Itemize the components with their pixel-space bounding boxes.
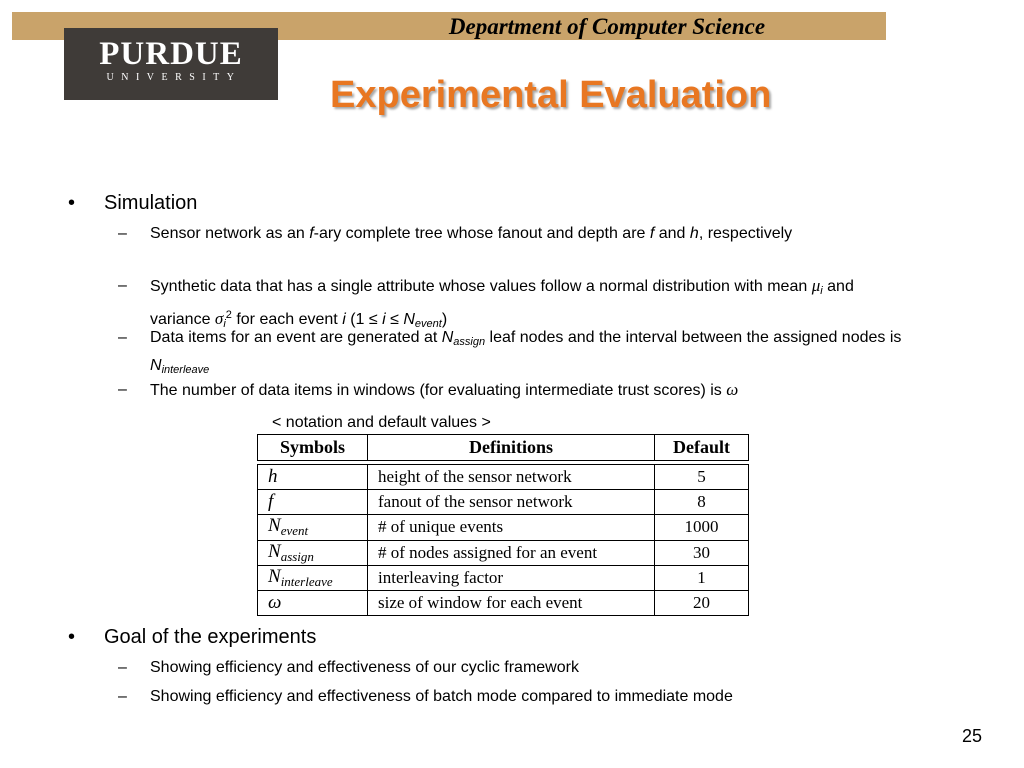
table-row	[258, 515, 749, 540]
dash-mark: –	[118, 329, 127, 346]
bullet-label: Goal of the experiments	[104, 626, 317, 648]
header-default: Default	[655, 435, 749, 461]
default-cell: 8	[655, 490, 749, 515]
table-row	[258, 490, 749, 515]
logo-main-text: PURDUE	[99, 36, 243, 72]
sub-item-text: Showing efficiency and effectiveness of our cyclic framework	[150, 659, 579, 676]
definition-cell: # of unique events	[368, 515, 655, 540]
table-row	[258, 465, 749, 490]
dash-mark: –	[118, 381, 127, 398]
sub-item-text: Sensor network as an f-ary complete tree whose fanout and depth are f and h, respectively	[150, 225, 793, 242]
dash-mark: –	[118, 688, 127, 705]
symbol-cell: $N_{assign}$	[258, 540, 368, 565]
header-definitions: Definitions	[368, 435, 655, 461]
bullet-mark: •	[68, 626, 76, 648]
symbol-cell: $N_{event}$	[258, 515, 368, 540]
dash-mark: –	[118, 225, 127, 242]
symbol-cell: f	[258, 490, 368, 515]
table-caption: < notation and default values >	[272, 414, 491, 431]
sub-item-batch	[118, 685, 918, 709]
table-row	[258, 540, 749, 565]
bullet-mark: •	[68, 192, 76, 214]
table-row	[258, 565, 749, 590]
default-cell: 1	[655, 565, 749, 590]
sub-item-text: Synthetic data that has a single attribute whose values follow a normal distribution with mean $\mu_i$ and variance $\sigma_i^2$ for each event i $(1 \le i \le N_{event})$	[150, 276, 854, 330]
bullet-goal	[68, 626, 316, 649]
slide-title: Experimental Evaluation	[330, 74, 772, 116]
sub-item-tree	[118, 222, 918, 246]
symbol-cell: $N_{interleave}$	[258, 565, 368, 590]
sub-item-text: Showing efficiency and effectiveness of batch mode compared to immediate mode	[150, 688, 733, 705]
sub-item-data-items	[118, 326, 918, 382]
definition-cell: interleaving factor	[368, 565, 655, 590]
sub-item-windows	[118, 378, 918, 403]
page-number: 25	[962, 726, 983, 746]
sub-item-text: Data items for an event are generated at $N_{assign}$ leaf nodes and the interval between the assigned nodes is $N_{interleave}$	[150, 329, 902, 376]
sub-item-text: The number of data items in windows (for evaluating intermediate trust scores) is ω	[150, 380, 739, 399]
definition-cell: fanout of the sensor network	[368, 490, 655, 515]
symbol-cell: h	[258, 465, 368, 490]
definition-cell: # of nodes assigned for an event	[368, 540, 655, 565]
default-cell: 30	[655, 540, 749, 565]
bullet-simulation	[68, 192, 197, 215]
notation-table	[257, 434, 749, 616]
department-name: Department of Computer Science	[448, 14, 766, 39]
default-cell: 5	[655, 465, 749, 490]
dash-mark: –	[118, 277, 127, 294]
header-symbols: Symbols	[258, 435, 368, 461]
dash-mark: –	[118, 659, 127, 676]
definition-cell: height of the sensor network	[368, 465, 655, 490]
symbol-cell: ω	[258, 590, 368, 615]
table-row	[258, 590, 749, 615]
logo-sub-text: UNIVERSITY	[106, 72, 242, 83]
bullet-label: Simulation	[104, 192, 198, 214]
definition-cell: size of window for each event	[368, 590, 655, 615]
table-header-row	[258, 435, 749, 461]
purdue-logo	[64, 28, 278, 100]
sub-item-cyclic	[118, 656, 918, 680]
default-cell: 20	[655, 590, 749, 615]
default-cell: 1000	[655, 515, 749, 540]
